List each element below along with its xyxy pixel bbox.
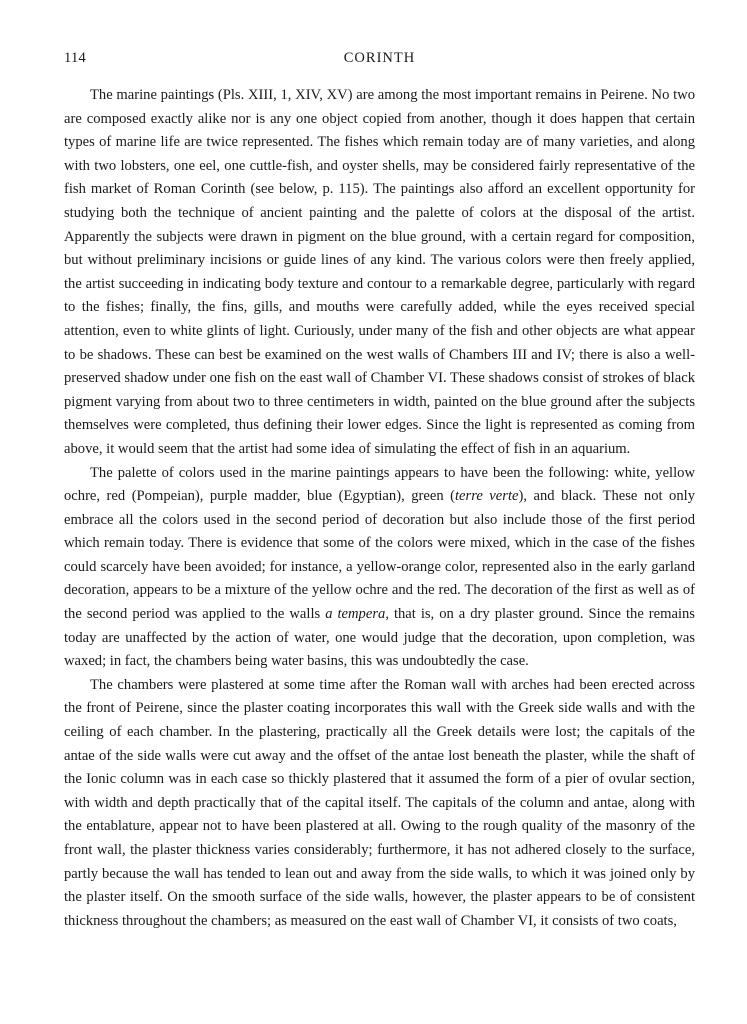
paragraph-marine-paintings bbox=[64, 84, 695, 462]
book-page bbox=[64, 50, 695, 933]
running-head bbox=[64, 50, 695, 72]
paragraph-chambers-plastered bbox=[64, 674, 695, 934]
page-number: 114 bbox=[64, 50, 87, 66]
text-run: The marine paintings (Pls. XIII, 1, XIV, XV) are among the most important remains in Peirene. No two are composed exactly alike nor is any one object copied from another, though it does happen that certain types of marine life are twice represented. The fishes which remain today are of many varieties, and along with two lobsters, one eel, one cuttle-fish, and oyster shells, may be considered fairly representative of the fish market of Roman Corinth (see below, p. 115). The paintings also afford an excellent opportunity for studying both the technique of ancient painting and the palette of colors at the disposal of the artist. Apparently the subjects were drawn in pigment on the blue ground, with a certain regard for composition, but without preliminary incisions or guide lines of any kind. The various colors were then freely applied, the artist succeeding in indicating body texture and contour to a remarkable degree, particularly with regard to the fishes; finally, the fins, gills, and mouths were carefully added, while the eyes received special attention, even to white glints of light. Curiously, under many of the fish and other objects are what appear to be shadows. These can best be examined on the west walls of Chambers III and IV; there is also a well-preserved shadow under one fish on the east wall of Chamber VI. These shadows consist of strokes of black pigment varying from about two to three centimeters in width, painted on the blue ground after the subjects themselves were completed, thus defining their lower edges. Since the light is represented as coming from above, it would seem that the artist had some idea of simulating the effect of fish in an aquarium. bbox=[64, 87, 695, 457]
text-run: The chambers were plastered at some time after the Roman wall with arches had been erected across the front of Peirene, since the plaster coating incorporates this wall with the Greek side walls and with the ceiling of each chamber. In the plastering, practically all the Greek details were lost; the capitals of the antae of the side walls were cut away and the offset of the antae lost beneath the plaster, while the shaft of the Ionic column was in each case so thickly plastered that it assumed the form of a pier of ovular section, with width and depth practically that of the capital itself. The capitals of the column and antae, along with the entablature, appear not to have been plastered at all. Owing to the rough quality of the masonry of the front wall, the plaster thickness varies considerably; furthermore, it has not adhered closely to the surface, partly because the wall has tended to lean out and away from the side walls, to which it was joined only by the plaster itself. On the smooth surface of the side walls, however, the plaster appears to be of consistent thickness throughout the chambers; as measured on the east wall of Chamber VI, it consists of two coats, bbox=[64, 676, 695, 929]
paragraph-palette-of-colors bbox=[64, 462, 695, 674]
italic-term: a tempera bbox=[325, 606, 386, 623]
text-run: , that is, on a dry plaster ground. Since the remains today are unaffected by the action of water, one would judge that the decoration, upon completion, was waxed; in fact, the chambers being water basins, this was undoubtedly the case. bbox=[64, 606, 695, 670]
text-run: ), and black. These not only embrace all the colors used in the second period of decoration but also include those of the first period which remain today. There is evidence that some of the colors were mixed, which in the case of the fishes could scarcely have been avoided; for instance, a yellow-orange color, represented also in the early garland decoration, appears to be a mixture of the yellow ochre and the red. The decoration of the first as well as of the second period was applied to the walls bbox=[64, 488, 695, 623]
running-title: CORINTH bbox=[343, 50, 416, 66]
text-run: The palette of colors used in the marine paintings appears to have been the following: white, yellow ochre, red (Pompeian), purple madder, blue (Egyptian), green ( bbox=[64, 464, 695, 505]
italic-term: terre verte bbox=[454, 488, 519, 505]
body-text bbox=[64, 84, 695, 933]
